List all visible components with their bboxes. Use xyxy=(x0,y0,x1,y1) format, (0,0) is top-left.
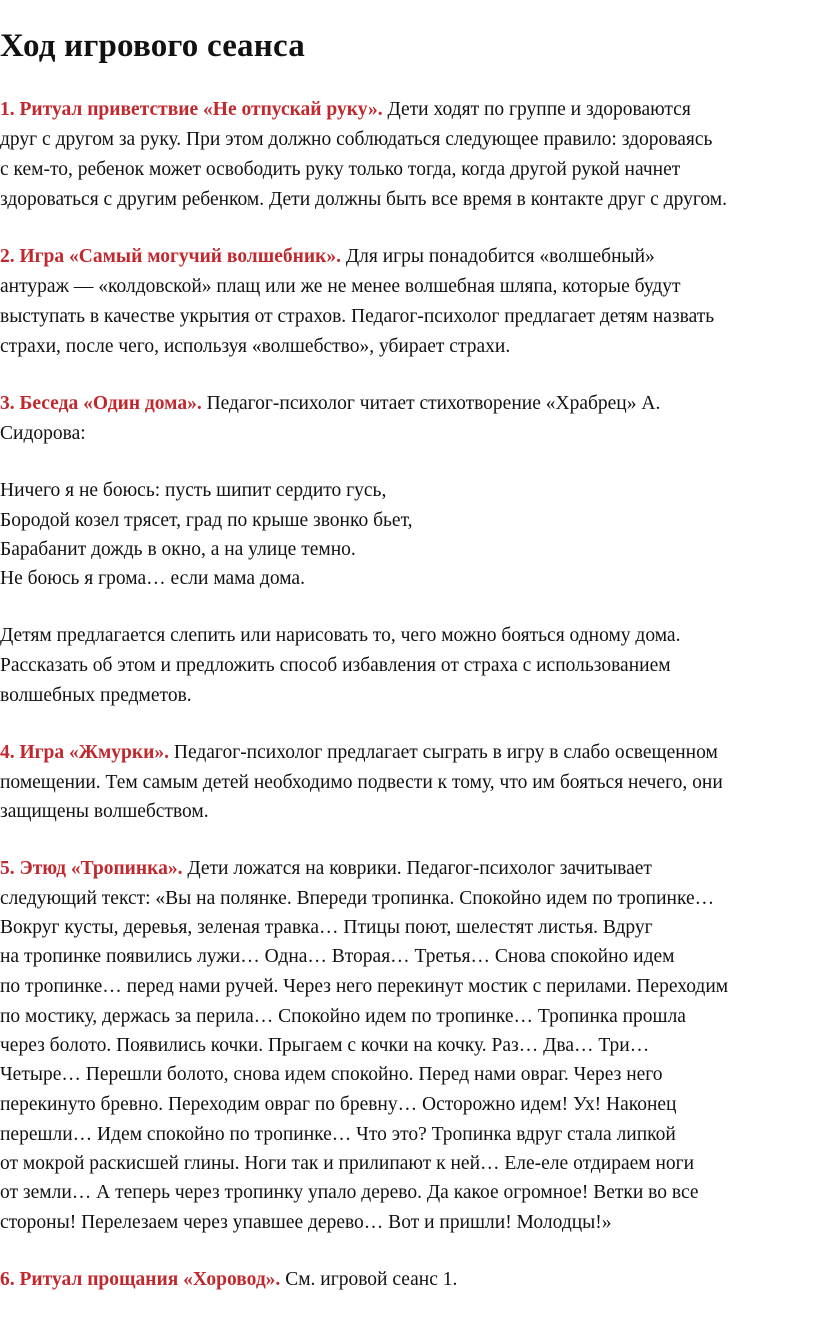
section-3-text: Педагог-психолог читает стихотворение «Храбрец» А. xyxy=(201,393,661,414)
section-4-text: Педагог-психолог предлагает сыграть в игру в слабо освещенном xyxy=(169,742,718,763)
section-3-after-line: Детям предлагается слепить или нарисовать то, чего можно бояться одному дома. xyxy=(0,625,681,646)
section-2-line: страхи, после чего, используя «волшебство», убирает страхи. xyxy=(0,336,511,357)
section-5-heading: 5. Этюд «Тропинка». xyxy=(0,858,183,879)
section-5-line: Четыре… Перешли болото, снова идем спокойно. Перед нами овраг. Через него xyxy=(0,1064,663,1085)
section-3-heading: 3. Беседа «Один дома». xyxy=(0,393,202,414)
section-1-line: здороваться с другим ребенком. Дети должны быть все время в контакте друг с другом. xyxy=(0,189,727,210)
section-5-line xyxy=(0,857,652,881)
poem-line: Ничего я не боюсь: пусть шипит сердито гусь, xyxy=(0,480,387,501)
section-6-line xyxy=(0,1268,457,1292)
section-2-line: выступать в качестве укрытия от страхов. Педагог-психолог предлагает детям назвать xyxy=(0,306,715,327)
section-5-line: по мостику, держась за перила… Спокойно идем по тропинке… Тропинка прошла xyxy=(0,1006,686,1027)
section-5-line: на тропинке появились лужи… Одна… Вторая… Третья… Снова спокойно идем xyxy=(0,946,675,967)
section-3-line xyxy=(0,392,660,416)
section-5-line: от мокрой раскисшей глины. Ноги так и прилипают к ней… Еле-еле отдираем ноги xyxy=(0,1153,695,1174)
section-5-line: от земли… А теперь через тропинку упало дерево. Да какое огромное! Ветки во все xyxy=(0,1182,699,1203)
page-title: Ход игрового сеанса xyxy=(0,28,305,64)
section-5-line: по тропинке… перед нами ручей. Через него перекинут мостик с перилами. Переходим xyxy=(0,976,729,997)
poem-line: Не боюсь я грома… если мама дома. xyxy=(0,568,305,589)
section-2-text: Для игры понадобится «волшебный» xyxy=(340,246,655,267)
section-4-line: защищены волшебством. xyxy=(0,801,209,822)
section-3-line: Сидорова: xyxy=(0,423,86,444)
section-5-line: перешли… Идем спокойно по тропинке… Что это? Тропинка вдруг стала липкой xyxy=(0,1124,676,1145)
section-1-text: Дети ходят по группе и здороваются xyxy=(382,99,691,120)
section-1-line xyxy=(0,98,691,122)
section-5-line: Вокруг кусты, деревья, зеленая травка… Птицы поют, шелестят листья. Вдруг xyxy=(0,917,653,938)
section-4-line xyxy=(0,741,718,765)
poem-line: Барабанит дождь в окно, а на улице темно. xyxy=(0,539,356,560)
section-5-line: стороны! Перелезаем через упавшее дерево… Вот и пришли! Молодцы!» xyxy=(0,1212,612,1233)
section-1-line: друг с другом за руку. При этом должно соблюдаться следующее правило: здороваясь xyxy=(0,129,713,150)
section-1-line: с кем-то, ребенок может освободить руку только тогда, когда другой рукой начнет xyxy=(0,159,681,180)
section-5-line: перекинуто бревно. Переходим овраг по бревну… Осторожно идем! Ух! Наконец xyxy=(0,1094,677,1115)
section-6-text: См. игровой сеанс 1. xyxy=(280,1269,458,1290)
section-3-after-line: Рассказать об этом и предложить способ избавления от страха с использованием xyxy=(0,655,671,676)
section-3-after-line: волшебных предметов. xyxy=(0,685,192,706)
section-5-line: следующий текст: «Вы на полянке. Впереди тропинка. Спокойно идем по тропинке… xyxy=(0,888,715,909)
section-4-line: помещении. Тем самым детей необходимо подвести к тому, что им бояться нечего, они xyxy=(0,772,723,793)
section-2-line: антураж — «колдовской» плащ или же не менее волшебная шляпа, которые будут xyxy=(0,276,681,297)
section-6-heading: 6. Ритуал прощания «Хоровод». xyxy=(0,1269,281,1290)
section-4-heading: 4. Игра «Жмурки». xyxy=(0,742,169,763)
section-5-line: через болото. Появились кочки. Прыгаем с кочки на кочку. Раз… Два… Три… xyxy=(0,1035,650,1056)
poem-line: Бородой козел трясет, град по крыше звонко бьет, xyxy=(0,510,413,531)
section-2-heading: 2. Игра «Самый могучий волшебник». xyxy=(0,246,341,267)
section-1-heading: 1. Ритуал приветствие «Не отпускай руку». xyxy=(0,99,383,120)
section-2-line xyxy=(0,245,655,269)
section-5-text: Дети ложатся на коврики. Педагог-психолог зачитывает xyxy=(182,858,652,879)
